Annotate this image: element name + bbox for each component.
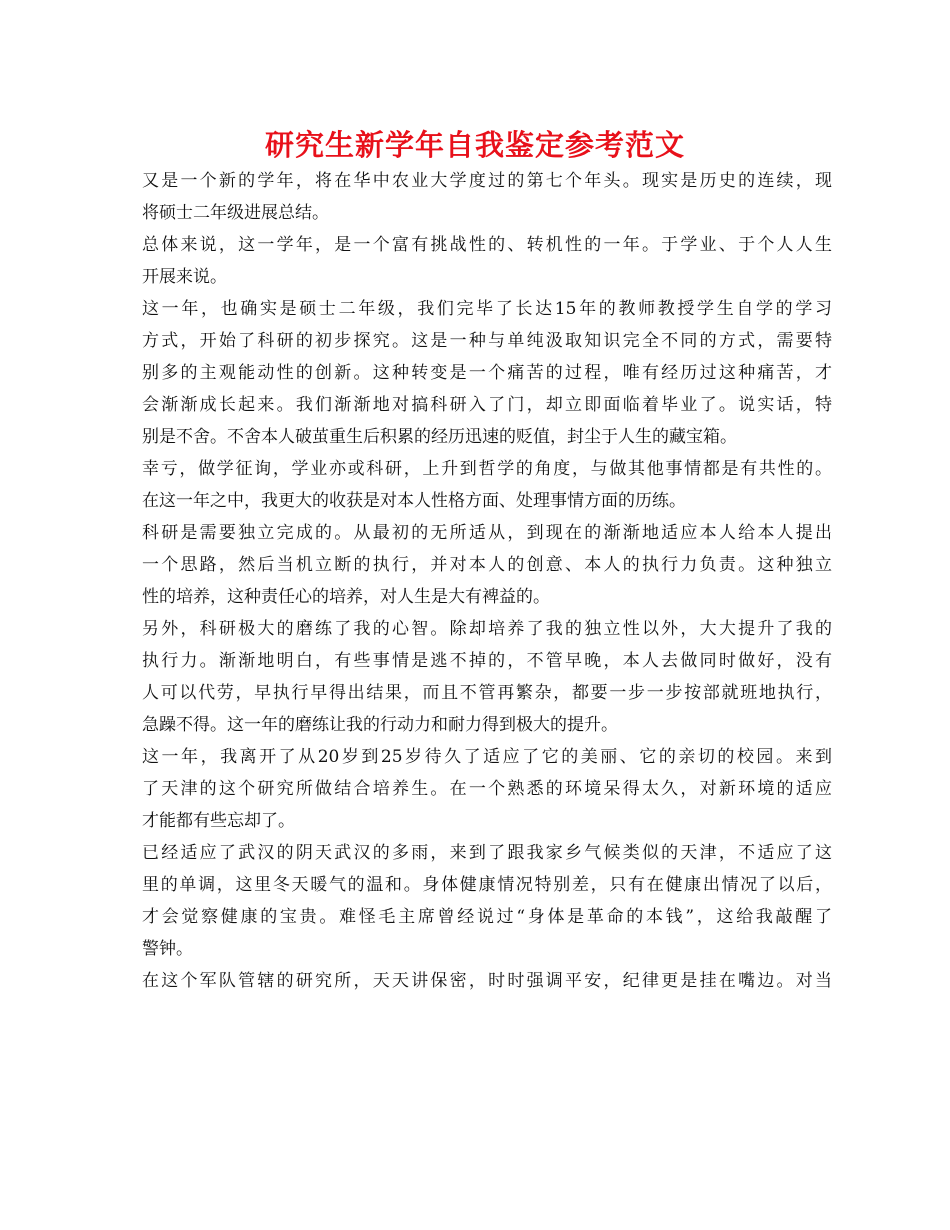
text-line: 将硕士二年级进展总结。 bbox=[142, 203, 329, 223]
text-line: 才会觉察健康的宝贵。难怪毛主席曾经说过“身体是革命的本钱”，这给我敲醒了 bbox=[142, 907, 832, 927]
text-line: 性的培养，这种责任心的培养，对人生是大有裨益的。 bbox=[142, 587, 550, 607]
text-line: 开展来说。 bbox=[142, 267, 227, 287]
text-line: 总体来说，这一学年，是一个富有挑战性的、转机性的一年。于学业、于个人人生 bbox=[142, 235, 832, 255]
text-line: 已经适应了武汉的阴天武汉的多雨，来到了跟我家乡气候类似的天津，不适应了这 bbox=[142, 843, 832, 863]
document-body bbox=[142, 165, 832, 997]
text-line: 执行力。渐渐地明白，有些事情是逃不掉的，不管早晚，本人去做同时做好，没有 bbox=[142, 651, 832, 671]
text-line: 人可以代劳，早执行早得出结果，而且不管再繁杂，都要一步一步按部就班地执行， bbox=[142, 683, 832, 703]
text-line: 科研是需要独立完成的。从最初的无所适从，到现在的渐渐地适应本人给本人提出 bbox=[142, 523, 832, 543]
text-line: 会渐渐成长起来。我们渐渐地对搞科研入了门，却立即面临着毕业了。说实话，特 bbox=[142, 395, 832, 415]
text-line: 幸亏，做学征询，学业亦或科研，上升到哲学的角度，与做其他事情都是有共性的。 bbox=[142, 459, 832, 479]
text-line: 这一年，也确实是硕士二年级，我们完毕了长达15年的教师教授学生自学的学习 bbox=[142, 299, 832, 319]
text-line: 里的单调，这里冬天暖气的温和。身体健康情况特别差，只有在健康出情况了以后， bbox=[142, 875, 832, 895]
text-line: 在这一年之中，我更大的收获是对本人性格方面、处理事情方面的历练。 bbox=[142, 491, 686, 511]
text-line: 这一年，我离开了从20岁到25岁待久了适应了它的美丽、它的亲切的校园。来到 bbox=[142, 747, 832, 767]
text-line: 警钟。 bbox=[142, 939, 193, 959]
text-line: 又是一个新的学年，将在华中农业大学度过的第七个年头。现实是历史的连续，现 bbox=[142, 171, 832, 191]
text-line: 才能都有些忘却了。 bbox=[142, 811, 295, 831]
text-line: 在这个军队管辖的研究所，天天讲保密，时时强调平安，纪律更是挂在嘴边。对当 bbox=[142, 971, 832, 991]
text-line: 了天津的这个研究所做结合培养生。在一个熟悉的环境呆得太久，对新环境的适应 bbox=[142, 779, 832, 799]
text-line: 一个思路，然后当机立断的执行，并对本人的创意、本人的执行力负责。这种独立 bbox=[142, 555, 832, 575]
text-line: 另外，科研极大的磨练了我的心智。除却培养了我的独立性以外，大大提升了我的 bbox=[142, 619, 832, 639]
document-title: 研究生新学年自我鉴定参考范文 bbox=[264, 128, 685, 162]
text-line: 别是不舍。不舍本人破茧重生后积累的经历迅速的贬值，封尘于人生的藏宝箱。 bbox=[142, 427, 737, 447]
text-line: 急躁不得。这一年的磨练让我的行动力和耐力得到极大的提升。 bbox=[142, 715, 618, 735]
text-line: 方式，开始了科研的初步探究。这是一种与单纯汲取知识完全不同的方式，需要特 bbox=[142, 331, 832, 351]
text-line: 别多的主观能动性的创新。这种转变是一个痛苦的过程，唯有经历过这种痛苦，才 bbox=[142, 363, 832, 383]
